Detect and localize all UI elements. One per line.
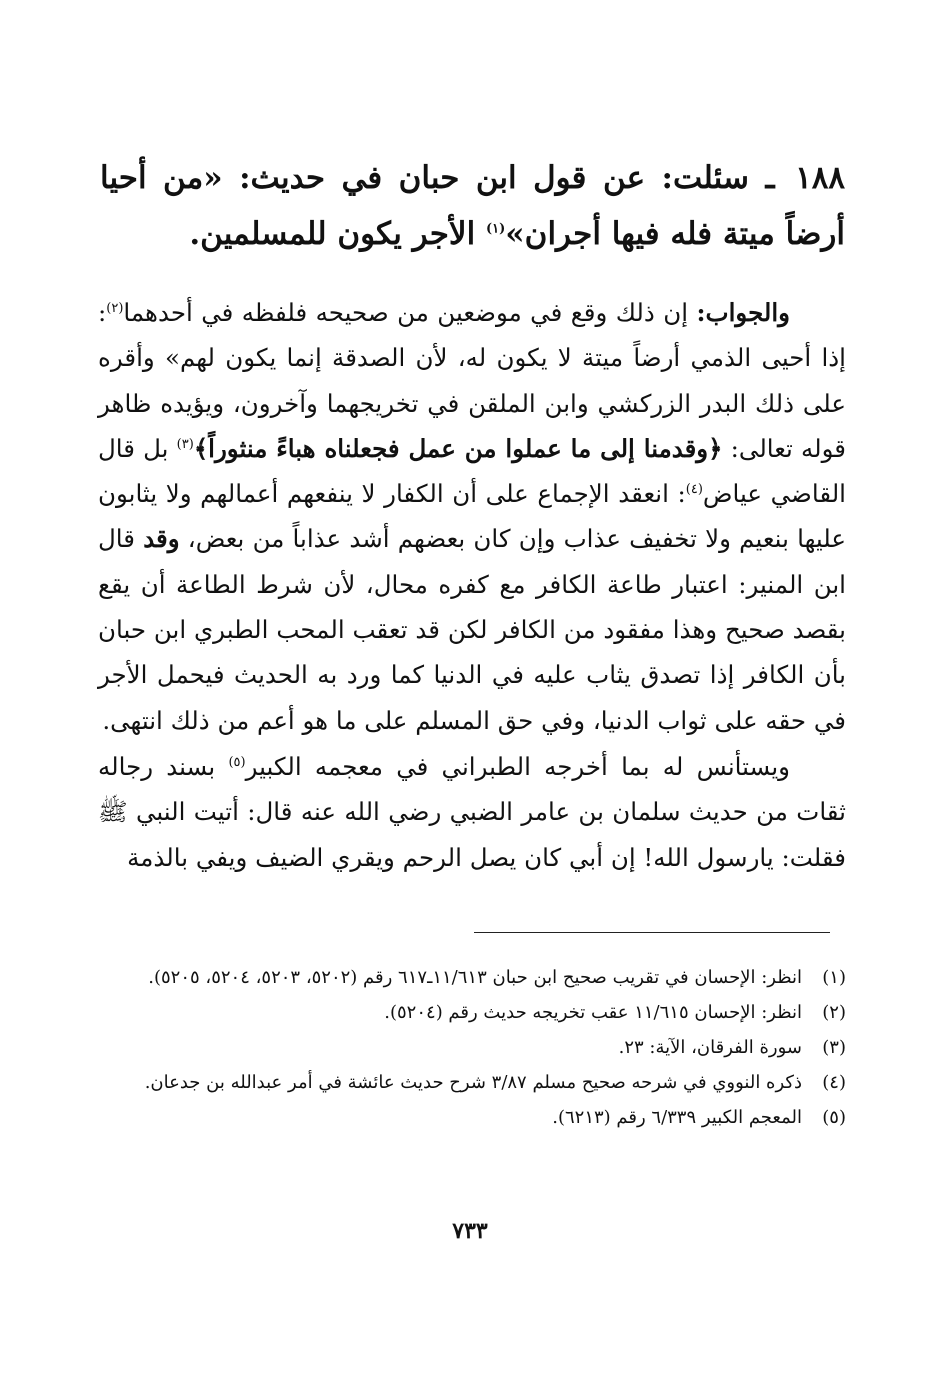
question-dash: ـ [765, 160, 775, 196]
footnote-ref-3[interactable]: (٣) [176, 436, 194, 452]
footnote-item [100, 1102, 846, 1133]
question-heading [100, 150, 845, 262]
answer-label: والجواب: [696, 298, 790, 327]
footnote-separator [474, 932, 830, 933]
footnotes [100, 962, 846, 1137]
question-text: سئلت: عن قول ابن حبان في حديث: «من أحيا أرضاً ميتة فله فيها أجران» [100, 160, 845, 252]
answer-p2-text-2: بسند رجاله ثقات من حديث سلمان بن عامر الضبي رضي الله عنه قال: أتيت النبي ﷺ فقلت: يارسول الله! إن أبي كان يصل الرحم ويقري الضيف ويفي بالذمة [98, 751, 846, 872]
answer-text-3: بل قال القاضي عياض [98, 433, 846, 509]
answer-body [98, 290, 846, 880]
footnote-number: (٤) [822, 1072, 846, 1093]
page-number: ٧٣٣ [452, 1218, 488, 1244]
answer-text-4: : انعقد الإجماع على أن الكفار لا ينفعهم أعمالهم ولا يثابون عليها بنعيم ولا تخفيف عذاب وإن كان بعضهم أشد عذاباً من بعض، [98, 479, 846, 554]
footnote-text: المعجم الكبير ٦/٣٣٩ رقم (٦٢١٣). [552, 1107, 802, 1128]
footnote-number: (٥) [822, 1107, 846, 1128]
answer-text-5-bold: وقد [143, 524, 180, 554]
footnote-item [100, 1067, 846, 1098]
footnote-ref-2[interactable]: (٢) [106, 300, 124, 316]
quran-verse: ﴿وقدمنا إلى ما عملوا من عمل فجعلناه هباءً منثوراً﴾ [193, 433, 723, 463]
footnote-ref-5[interactable]: (٥) [228, 754, 246, 770]
footnote-text: ذكره النووي في شرحه صحيح مسلم ٣/٨٧ شرح حديث عائشة في أمر عبدالله بن جدعان. [144, 1072, 802, 1093]
answer-paragraph-1 [98, 290, 846, 743]
answer-text-1: إن ذلك وقع في موضعين من صحيحه فلفظه في أحدهما [123, 298, 697, 327]
footnote-number: (٢) [822, 1002, 846, 1023]
footnote-item [100, 962, 846, 993]
answer-text-2: : إذا أحيى الذمي أرضاً ميتة لا يكون له، لأن الصدقة إنما يكون لهم» وأقره على ذلك البدر الزركشي وابن الملقن في تخريجهما وآخرون، ويؤيده ظاهر قوله تعالى: [98, 298, 847, 463]
footnote-text: انظر: الإحسان في تقريب صحيح ابن حبان ١١/٦١٣ـ٦١٧ رقم (٥٢٠٢، ٥٢٠٣، ٥٢٠٤، ٥٢٠٥). [148, 967, 802, 988]
footnote-text: سورة الفرقان، الآية: ٢٣. [618, 1037, 802, 1058]
footnote-item [100, 1032, 846, 1063]
question-number: ١٨٨ [795, 160, 846, 196]
footnote-number: (١) [822, 967, 846, 988]
footnote-item [100, 997, 846, 1028]
question-text-end: الأجر يكون للمسلمين. [189, 216, 486, 252]
answer-p2-text-1: ويستأنس له بما أخرجه الطبراني في معجمه الكبير [245, 751, 791, 781]
footnote-ref-4[interactable]: (٤) [685, 482, 703, 498]
answer-paragraph-2 [98, 744, 846, 880]
footnote-ref-1[interactable]: (١) [486, 221, 506, 237]
footnote-text: انظر: الإحسان ١١/٦١٥ عقب تخريجه حديث رقم (٥٢٠٤). [384, 1002, 802, 1023]
footnote-number: (٣) [822, 1037, 846, 1058]
answer-text-5: قال ابن المنير: اعتبار طاعة الكافر مع كفره محال، لأن شرط الطاعة أن يقع بقصد صحيح وهذا مفقود من الكافر لكن قد تعقب المحب الطبري ابن حبان بأن الكافر إذا تصدق يثاب عليه في الدنيا كما ورد به الحديث فيحمل الأجر في حقه على ثواب الدنيا، وفي حق المسلم على ما هو أعم من ذلك انتهى. [98, 524, 846, 735]
